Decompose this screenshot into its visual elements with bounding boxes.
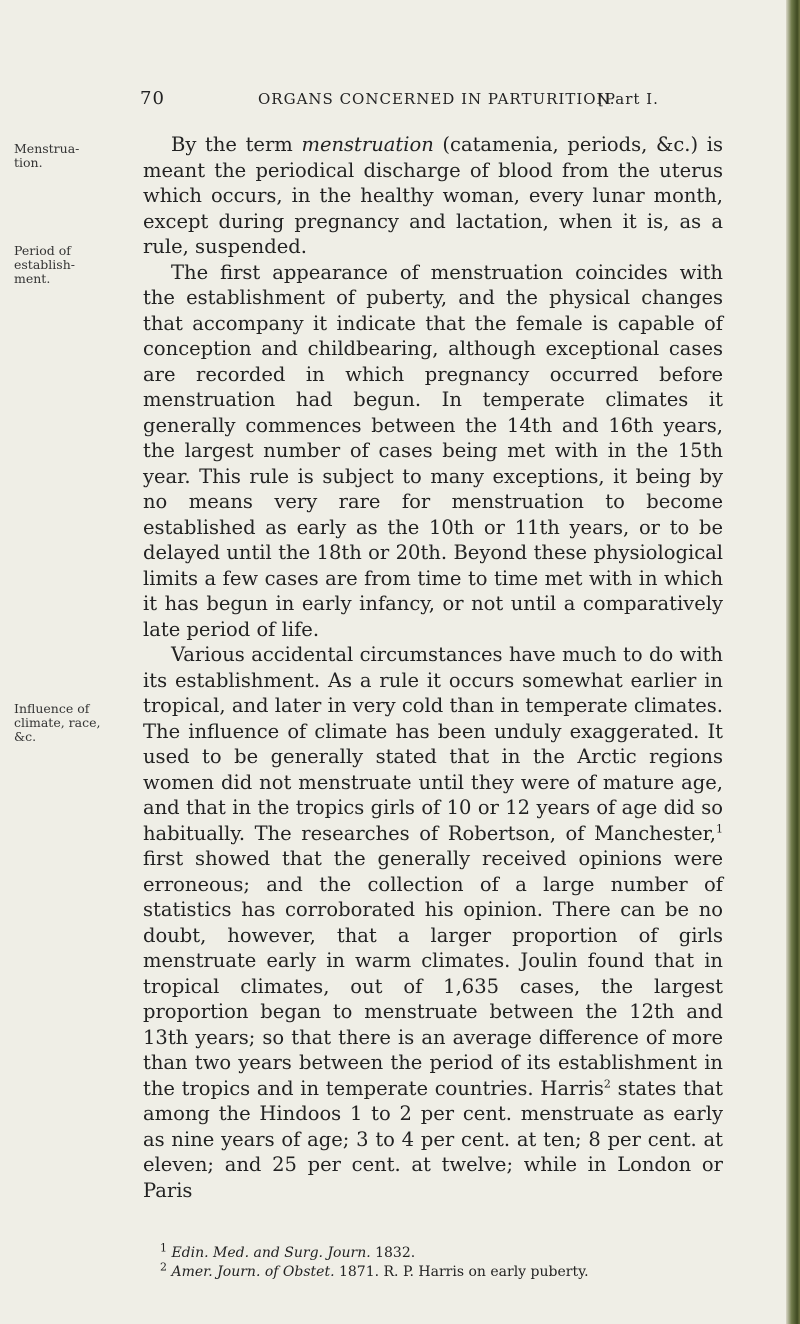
paragraph-1 <box>143 132 723 260</box>
running-header <box>140 88 720 112</box>
page-edge <box>786 0 800 1324</box>
part-label: [Part I. <box>598 90 659 108</box>
para3-part2: first showed that the generally received opinions were erroneous; and the collection of a large number of statistics has corroborated his opinion. There can be no doubt, however, that a larger proportion of girls menstruate early in warm climates. Joulin found that in tropical climates, out of 1,635 cases, the largest proportion began to menstruate between the 12th and 13th years; so that there is an average difference of more than two years between the period of its establishment in the tropics and in temperate countries. Harris <box>143 847 723 1100</box>
paragraph-2: The first appearance of menstruation coincides with the establishment of puberty, and the physical changes that accompany it indicate that the female is capable of conception and childbearing, although exceptional cases are recorded in which pregnancy occurred before menstruation had begun. In temperate climates it generally commences between the 14th and 16th years, the largest number of cases being met with in the 15th year. This rule is subject to many exceptions, it being by no means very rare for menstruation to become established as early as the 10th or 11th years, or to be delayed until the 18th or 20th. Beyond these physiological limits a few cases are from time to time met with in which it has begun in early infancy, or not until a comparatively late period of life. <box>143 260 723 641</box>
footnotes <box>160 1241 720 1282</box>
para1-post: (catamenia, periods, &c.) is meant the periodical discharge of blood from the uterus which occurs, in the healthy woman, every lunar month, except during pregnancy and lactation, when it is, as a rule, suspended. <box>143 133 723 258</box>
footnote-ref-2: 2 <box>603 1077 611 1090</box>
footnote-title: Amer. Journ. of Obstet. <box>171 1264 335 1280</box>
para1-pre: By the term <box>171 133 302 156</box>
footnote-marker: 1 <box>160 1241 167 1255</box>
term-menstruation: menstruation <box>301 133 434 156</box>
para3-part1: Various accidental circumstances have much to do with its establishment. As a rule it occurs somewhat earlier in tropical, and later in very cold than in temperate climates. The influence of climate has been unduly exaggerated. It used to be generally stated that in the Arctic regions women did not menstruate until they were of mature age, and that in the tropics girls of 10 or 12 years of age did so habitually. The researches of Robertson, of Manchester, <box>143 643 723 845</box>
page-number: 70 <box>140 88 165 109</box>
footnote-ref-1: 1 <box>716 822 723 835</box>
running-title: ORGANS CONCERNED IN PARTURITION. <box>258 90 616 108</box>
footnote-rest: 1832. <box>370 1245 416 1261</box>
footnote-title: Edin. Med. and Surg. Journ. <box>171 1245 371 1261</box>
margin-note-influence: Influence of climate, race, &c. <box>14 701 101 744</box>
footnote-1 <box>160 1241 720 1263</box>
body-text <box>143 132 723 1203</box>
footnote-2 <box>160 1260 720 1282</box>
margin-note-period: Period of establish-ment. <box>14 243 75 286</box>
margin-note-menstruation: Menstrua-tion. <box>14 141 80 170</box>
footnote-rest: 1871. R. P. Harris on early puberty. <box>334 1264 589 1280</box>
paragraph-3 <box>143 642 723 1203</box>
footnote-marker: 2 <box>160 1260 167 1274</box>
para3-part3: states that among the Hindoos 1 to 2 per cent. menstruate as early as nine years of age; 3 to 4 per cent. at ten; 8 per cent. at eleven; and 25 per cent. at twelve; while in London or Paris <box>143 1076 723 1202</box>
